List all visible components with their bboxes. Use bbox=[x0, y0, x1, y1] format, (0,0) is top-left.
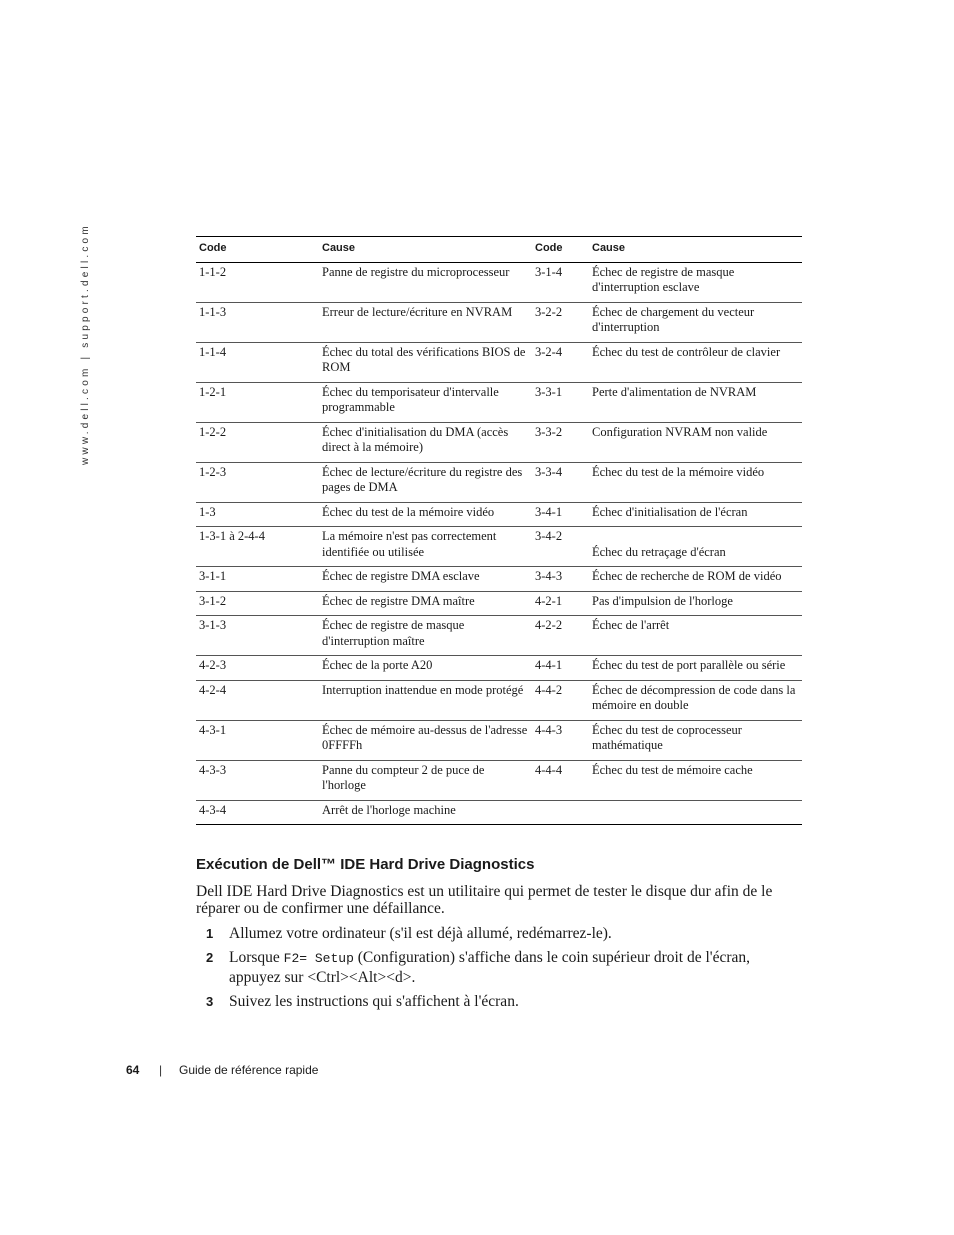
cause-cell: La mémoire n'est pas correctement identifiée ou utilisée bbox=[319, 527, 532, 567]
cause-cell: Échec de registre de masque d'interruption maître bbox=[319, 616, 532, 656]
step-text: Allumez votre ordinateur (s'il est déjà allumé, redémarrez-le). bbox=[229, 925, 612, 942]
table-row bbox=[196, 591, 802, 616]
cause-cell: Perte d'alimentation de NVRAM bbox=[589, 382, 802, 422]
code-cell: 3-4-2 bbox=[532, 527, 589, 567]
code-cell: 1-3-1 à 2-4-4 bbox=[196, 527, 319, 567]
code-cell: 4-2-2 bbox=[532, 616, 589, 656]
step-text-lead: Lorsque bbox=[229, 949, 284, 966]
code-cell: 4-2-1 bbox=[532, 591, 589, 616]
table-row bbox=[196, 760, 802, 800]
cause-cell: Échec de registre DMA esclave bbox=[319, 567, 532, 592]
code-cell: 4-2-4 bbox=[196, 680, 319, 720]
intro-paragraph: Dell IDE Hard Drive Diagnostics est un utilitaire qui permet de tester le disque dur afin de le réparer ou de confirmer une défaillance. bbox=[196, 883, 773, 917]
code-cell: 4-4-1 bbox=[532, 656, 589, 681]
cause-cell: Échec du test de la mémoire vidéo bbox=[589, 462, 802, 502]
code-cell: 1-1-2 bbox=[196, 262, 319, 302]
cause-cell: Échec de mémoire au-dessus de l'adresse 0FFFFh bbox=[319, 720, 532, 760]
page-number: 64 bbox=[126, 1063, 140, 1077]
code-cell: 4-2-3 bbox=[196, 656, 319, 681]
code-cell: 1-1-4 bbox=[196, 342, 319, 382]
code-cell: 1-3 bbox=[196, 502, 319, 527]
cause-cell: Panne du compteur 2 de puce de l'horloge bbox=[319, 760, 532, 800]
cause-cell: Échec d'initialisation du DMA (accès direct à la mémoire) bbox=[319, 422, 532, 462]
cause-cell: Échec du temporisateur d'intervalle programmable bbox=[319, 382, 532, 422]
step-number: 3 bbox=[206, 994, 214, 1009]
step-number: 1 bbox=[206, 926, 214, 941]
header-code-2: Code bbox=[532, 237, 589, 263]
table-row bbox=[196, 302, 802, 342]
code-cell: 1-2-2 bbox=[196, 422, 319, 462]
beep-code-table bbox=[196, 236, 802, 825]
cause-cell: Pas d'impulsion de l'horloge bbox=[589, 591, 802, 616]
code-cell: 4-4-4 bbox=[532, 760, 589, 800]
cause-cell: Échec du test de contrôleur de clavier bbox=[589, 342, 802, 382]
cause-cell: Échec de registre de masque d'interruption esclave bbox=[589, 262, 802, 302]
table-row bbox=[196, 502, 802, 527]
step-text: Suivez les instructions qui s'affichent à l'écran. bbox=[229, 993, 519, 1010]
setup-prompt-code: F2= Setup bbox=[283, 951, 354, 966]
code-cell: 4-3-4 bbox=[196, 800, 319, 825]
cause-cell: Panne de registre du microprocesseur bbox=[319, 262, 532, 302]
code-cell: 3-3-4 bbox=[532, 462, 589, 502]
cause-cell: Échec du retraçage d'écran bbox=[589, 527, 802, 567]
cause-cell bbox=[589, 800, 802, 825]
cause-cell: Échec d'initialisation de l'écran bbox=[589, 502, 802, 527]
table-row bbox=[196, 462, 802, 502]
code-cell: 3-3-2 bbox=[532, 422, 589, 462]
code-cell: 4-3-3 bbox=[196, 760, 319, 800]
cause-cell: Échec de la porte A20 bbox=[319, 656, 532, 681]
code-cell: 3-2-4 bbox=[532, 342, 589, 382]
cause-cell: Échec de registre DMA maître bbox=[319, 591, 532, 616]
table-row bbox=[196, 616, 802, 656]
header-code-1: Code bbox=[196, 237, 319, 263]
table-row bbox=[196, 656, 802, 681]
table-row bbox=[196, 800, 802, 825]
sidebar-url: www.dell.com | support.dell.com bbox=[80, 223, 91, 465]
table-row bbox=[196, 382, 802, 422]
table-row bbox=[196, 342, 802, 382]
code-cell: 3-1-3 bbox=[196, 616, 319, 656]
code-cell: 3-4-1 bbox=[532, 502, 589, 527]
cause-cell: Échec de recherche de ROM de vidéo bbox=[589, 567, 802, 592]
code-cell: 4-4-2 bbox=[532, 680, 589, 720]
guide-title: Guide de référence rapide bbox=[179, 1063, 319, 1077]
table-row bbox=[196, 567, 802, 592]
cause-cell: Échec du test de port parallèle ou série bbox=[589, 656, 802, 681]
code-cell: 3-1-4 bbox=[532, 262, 589, 302]
cause-cell: Erreur de lecture/écriture en NVRAM bbox=[319, 302, 532, 342]
step-text-rest: (Configuration) s'affiche dans le coin supérieur droit de l'écran, appuyez sur <Ctrl><Alt><d>. bbox=[229, 949, 750, 986]
code-cell: 1-2-1 bbox=[196, 382, 319, 422]
step-number: 2 bbox=[206, 950, 214, 965]
table-row bbox=[196, 680, 802, 720]
cause-cell: Échec du total des vérifications BIOS de ROM bbox=[319, 342, 532, 382]
code-cell: 4-4-3 bbox=[532, 720, 589, 760]
cause-cell: Arrêt de l'horloge machine bbox=[319, 800, 532, 825]
cause-cell: Configuration NVRAM non valide bbox=[589, 422, 802, 462]
header-cause-2: Cause bbox=[589, 237, 802, 263]
step-text bbox=[229, 948, 796, 987]
code-cell: 3-3-1 bbox=[532, 382, 589, 422]
header-cause-1: Cause bbox=[319, 237, 532, 263]
cause-cell: Échec de lecture/écriture du registre des pages de DMA bbox=[319, 462, 532, 502]
cause-cell: Interruption inattendue en mode protégé bbox=[319, 680, 532, 720]
table-header-row bbox=[196, 237, 802, 263]
code-cell: 1-1-3 bbox=[196, 302, 319, 342]
code-cell: 3-1-2 bbox=[196, 591, 319, 616]
code-cell: 4-3-1 bbox=[196, 720, 319, 760]
code-cell: 3-4-3 bbox=[532, 567, 589, 592]
table-row bbox=[196, 527, 802, 567]
code-cell: 1-2-3 bbox=[196, 462, 319, 502]
page-footer bbox=[126, 1063, 319, 1077]
code-cell: 3-2-2 bbox=[532, 302, 589, 342]
cause-cell: Échec du test de la mémoire vidéo bbox=[319, 502, 532, 527]
cause-cell: Échec de décompression de code dans la mémoire en double bbox=[589, 680, 802, 720]
cause-cell: Échec du test de mémoire cache bbox=[589, 760, 802, 800]
cause-cell: Échec de l'arrêt bbox=[589, 616, 802, 656]
table-row bbox=[196, 262, 802, 302]
cause-cell: Échec du test de coprocesseur mathématique bbox=[589, 720, 802, 760]
table-row bbox=[196, 422, 802, 462]
footer-separator: | bbox=[159, 1063, 163, 1077]
code-cell bbox=[532, 800, 589, 825]
table-row bbox=[196, 720, 802, 760]
section-title: Exécution de Dell™ IDE Hard Drive Diagnostics bbox=[196, 856, 535, 873]
code-cell: 3-1-1 bbox=[196, 567, 319, 592]
cause-cell: Échec de chargement du vecteur d'interruption bbox=[589, 302, 802, 342]
